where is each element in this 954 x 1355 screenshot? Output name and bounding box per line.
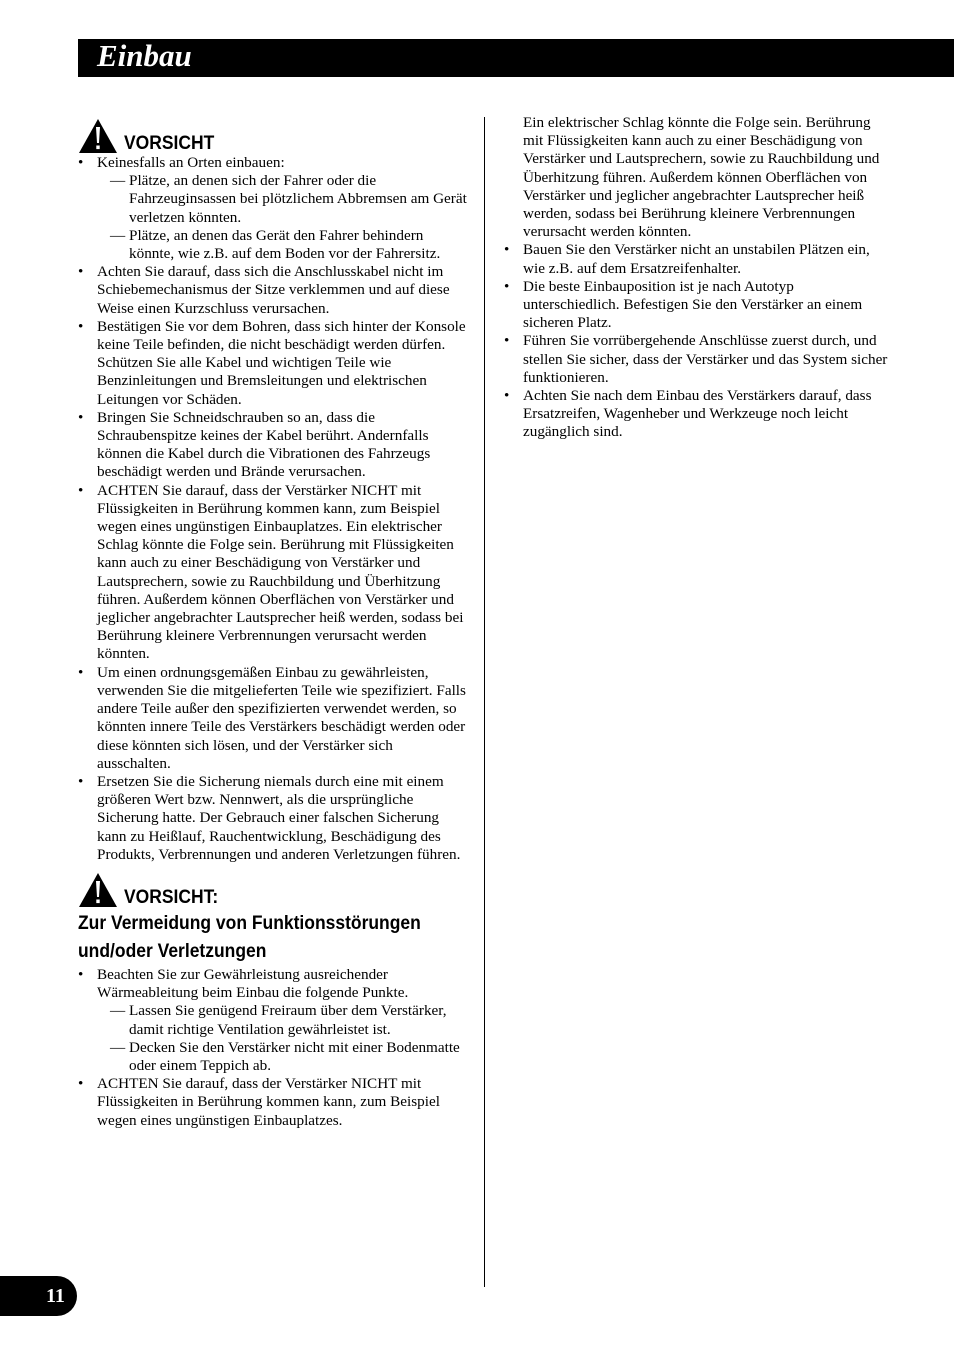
list-item: • Achten Sie darauf, dass sich die Anschlusskabel nicht im Schiebemechanismus der Sitze verklemmen und auf diese Weise einen Kurzschluss verursachen.	[78, 263, 470, 318]
caution-subheading: Zur Vermeidung von Funktionsstörungen und/oder Verletzungen	[78, 912, 421, 962]
list-item: • Bringen Sie Schneidschrauben so an, dass die Schraubenspitze keines der Kabel berührt. Andernfalls können die Kabel durch die Vibrationen des Fahrzeugs beschädigt werden und Brände verursachen.	[78, 409, 470, 482]
sub-list-item: — Decken Sie den Verstärker nicht mit einer Bodenmatte oder einem Teppich ab.	[97, 1039, 470, 1075]
list-item: • ACHTEN Sie darauf, dass der Verstärker NICHT mit Flüssigkeiten in Berührung kommen kann, zum Beispiel wegen eines ungünstigen Einbauplatzes.	[78, 1075, 470, 1130]
warning-triangle-icon	[78, 872, 118, 908]
column-divider	[484, 117, 485, 1287]
right-column	[504, 114, 894, 442]
header-bar	[78, 39, 954, 77]
list-item: • Führen Sie vorrübergehende Anschlüsse zuerst durch, und stellen Sie sicher, dass der Verstärker und das System sicher funktionieren.	[504, 332, 894, 387]
page-number: 11	[46, 1285, 65, 1307]
caution-list	[78, 154, 470, 864]
warning-triangle-icon	[78, 118, 118, 154]
list-item: • Bauen Sie den Verstärker nicht an unstabilen Plätzen ein, wie z.B. auf dem Ersatzreifenhalter.	[504, 241, 894, 277]
sub-list-item: — Plätze, an denen das Gerät den Fahrer behindern könnte, wie z.B. auf dem Boden vor der Fahrersitz.	[97, 227, 470, 263]
page-title: Einbau	[97, 38, 192, 73]
list-item: • Bestätigen Sie vor dem Bohren, dass sich hinter der Konsole keine Teile befinden, die nicht beschädigt werden dürfen. Schützen Sie alle Kabel und wichtigen Teile wie Benzinleitungen und Bremsleitungen und elektrischen Leitungen vor Schäden.	[78, 318, 470, 409]
caution-label: VORSICHT	[124, 133, 215, 154]
continuation-text: Ein elektrischer Schlag könnte die Folge sein. Berührung mit Flüssigkeiten kann auch zu einer Beschädigung von Verstärker und Lautsprechern, sowie zu Rauchbildung und Überhitzung führen. Außerdem können Oberflächen von Verstärker und jeglicher angebrachter Lautsprecher heiß werden, sodass bei Berührung kleinere Verbrennungen verursacht werden könnten.	[523, 114, 880, 241]
caution-heading-2	[78, 872, 470, 908]
sub-list	[97, 172, 470, 263]
list-item: • ACHTEN Sie darauf, dass der Verstärker NICHT mit Flüssigkeiten in Berührung kommen kann, zum Beispiel wegen eines ungünstigen Einbauplatzes. Ein elektrischer Schlag könnte die Folge sein. Berührung mit Flüssigkeiten kann auch zu einer Beschädigung von Verstärker und Lautsprechern, sowie zu Rauchbildung und Überhitzung führen. Außerdem können Oberflächen von Verstärker und jeglicher angebrachter Lautsprecher heiß werden, sodass bei Berührung kleinere Verbrennungen verursacht werden könnten.	[78, 482, 470, 664]
caution-heading	[78, 118, 470, 154]
sub-list-item: — Lassen Sie genügend Freiraum über dem Verstärker, damit richtige Ventilation gewährleistet ist.	[97, 1002, 470, 1038]
sub-list	[97, 1002, 470, 1075]
list-item	[78, 154, 470, 263]
list-item-text: Beachten Sie zur Gewährleistung ausreichender Wärmeableitung beim Einbau die folgende Punkte.	[97, 965, 409, 1002]
left-column	[78, 114, 470, 1130]
caution-list-2	[78, 966, 470, 1130]
list-item: • Die beste Einbauposition ist je nach Autotyp unterschiedlich. Befestigen Sie den Verstärker an einem sicheren Platz.	[504, 278, 894, 333]
list-item: • Ersetzen Sie die Sicherung niemals durch eine mit einem größeren Wert bzw. Nennwert, als die ursprüngliche Sicherung hatte. Der Gebrauch einer falschen Sicherung kann zu Heißlauf, Rauchentwicklung, Beschädigung des Produkts, Verbrennungen und anderen Verletzungen führen.	[78, 773, 470, 864]
list-item-text: Keinesfalls an Orten einbauen:	[97, 154, 285, 171]
list-item	[78, 966, 470, 1075]
page-number-tab	[0, 1276, 77, 1316]
sub-list-item: — Plätze, an denen sich der Fahrer oder die Fahrzeuginsassen bei plötzlichem Abbremsen am Gerät verletzen könnten.	[97, 172, 470, 227]
list-item: • Um einen ordnungsgemäßen Einbau zu gewährleisten, verwenden Sie die mitgelieferten Teile wie spezifiziert. Falls andere Teile außer den spezifizierten verwendet werden, so könnten innere Teile des Verstärkers beschädigt werden oder diese könnten sich lösen, und der Verstärker sich ausschalten.	[78, 664, 470, 773]
caution-list-3	[504, 241, 894, 441]
list-item: • Achten Sie nach dem Einbau des Verstärkers darauf, dass Ersatzreifen, Wagenheber und Werkzeuge noch leicht zugänglich sind.	[504, 387, 894, 442]
caution-label: VORSICHT:	[124, 886, 219, 908]
